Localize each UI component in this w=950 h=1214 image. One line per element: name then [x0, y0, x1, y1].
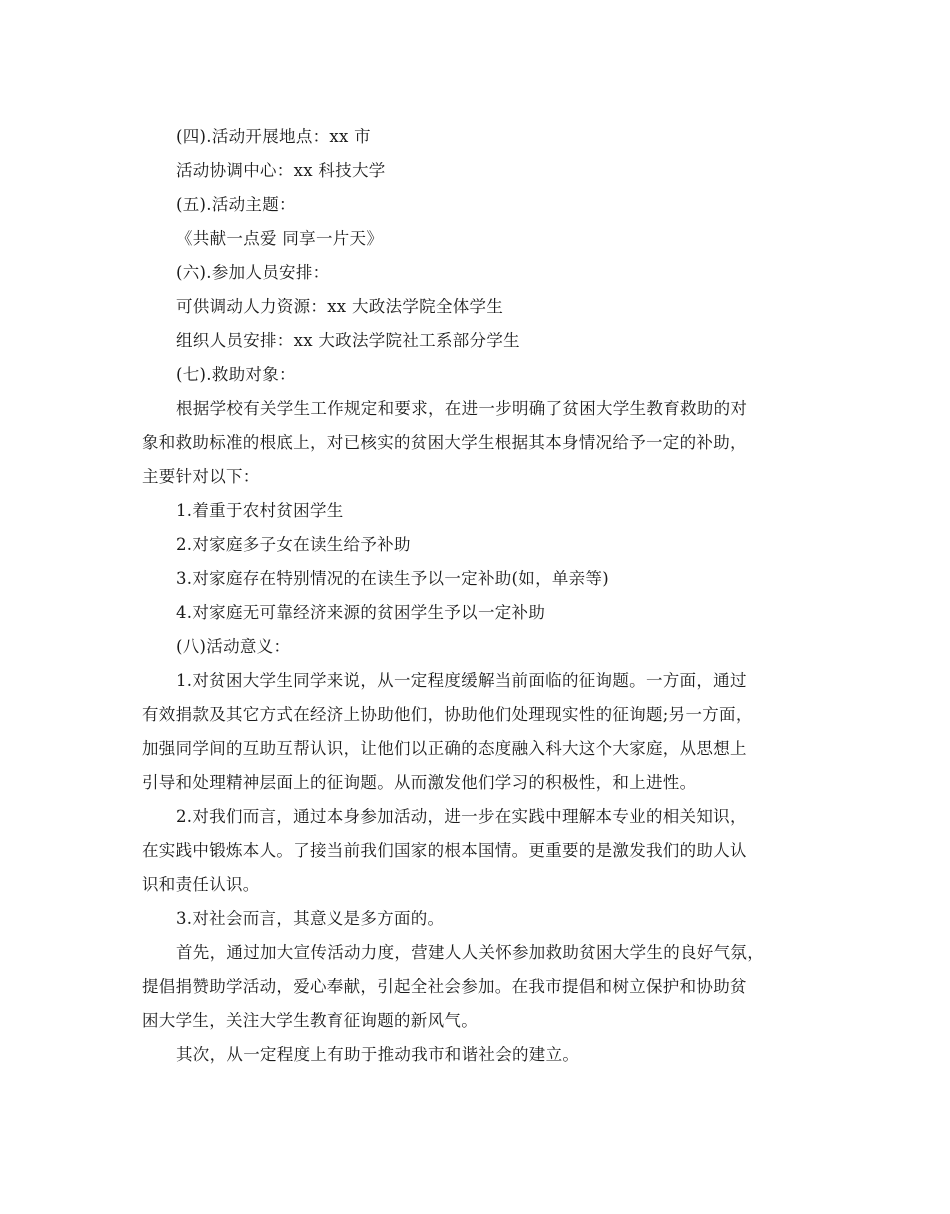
- significance-3: 3.对社会而言，其意义是多方面的。: [176, 909, 445, 928]
- paragraph-beneficiaries-line-3: 主要针对以下：: [142, 467, 260, 486]
- section-8-significance-heading: (八)活动意义：: [176, 637, 291, 656]
- organizing-personnel: 组织人员安排：xx 大政法学院社工系部分学生: [176, 331, 520, 350]
- secondly: 其次，从一定程度上有助于推动我市和谐社会的建立。: [176, 1045, 580, 1064]
- available-resources: 可供调动人力资源：xx 大政法学院全体学生: [176, 297, 504, 316]
- firstly-line-3: 困大学生，关注大学生教育征询题的新风气。: [142, 1011, 478, 1030]
- significance-1-line-2: 有效捐款及其它方式在经济上协助他们，协助他们处理现实性的征询题;另一方面，: [142, 705, 753, 724]
- significance-1-line-3: 加强同学间的互助互帮认识，让他们以正确的态度融入科大这个大家庭，从思想上: [142, 739, 747, 758]
- list-item: 2.对家庭多子女在读生给予补助: [176, 535, 411, 554]
- coordination-center: 活动协调中心：xx 科技大学: [176, 161, 386, 180]
- paragraph-beneficiaries-line-2: 象和救助标准的根底上，对已核实的贫困大学生根据其本身情况给予一定的补助，: [142, 433, 747, 452]
- firstly-line-1: 首先，通过加大宣传活动力度，营建人人关怀参加救助贫困大学生的良好气氛，: [176, 943, 764, 962]
- significance-1-line-4: 引导和处理精神层面上的征询题。从而激发他们学习的积极性，和上进性。: [142, 773, 697, 792]
- document-body: [142, 120, 814, 1072]
- list-item: 4.对家庭无可靠经济来源的贫困学生予以一定补助: [176, 603, 546, 622]
- significance-2-line-2: 在实践中锻炼本人。了接当前我们国家的根本国情。更重要的是激发我们的助人认: [142, 841, 747, 860]
- significance-1-line-1: 1.对贫困大学生同学来说，从一定程度缓解当前面临的征询题。一方面，通过: [176, 671, 747, 690]
- section-7-beneficiaries-heading: (七).救助对象：: [176, 365, 296, 384]
- activity-theme: 《共献一点爱 同享一片天》: [176, 229, 384, 248]
- section-4-location: (四).活动开展地点：xx 市: [176, 127, 371, 146]
- significance-2-line-3: 识和责任认识。: [142, 875, 260, 894]
- list-item: 3.对家庭存在特别情况的在读生予以一定补助(如，单亲等): [176, 569, 610, 588]
- list-item: 1.着重于农村贫困学生: [176, 501, 344, 520]
- section-6-personnel-heading: (六).参加人员安排：: [176, 263, 330, 282]
- firstly-line-2: 提倡捐赞助学活动，爱心奉献，引起全社会参加。在我市提倡和树立保护和协助贫: [142, 977, 747, 996]
- paragraph-beneficiaries-line-1: 根据学校有关学生工作规定和要求，在进一步明确了贫困大学生教育救助的对: [176, 399, 748, 418]
- section-5-theme-heading: (五).活动主题：: [176, 195, 296, 214]
- significance-2-line-1: 2.对我们而言，通过本身参加活动，进一步在实践中理解本专业的相关知识，: [176, 807, 747, 826]
